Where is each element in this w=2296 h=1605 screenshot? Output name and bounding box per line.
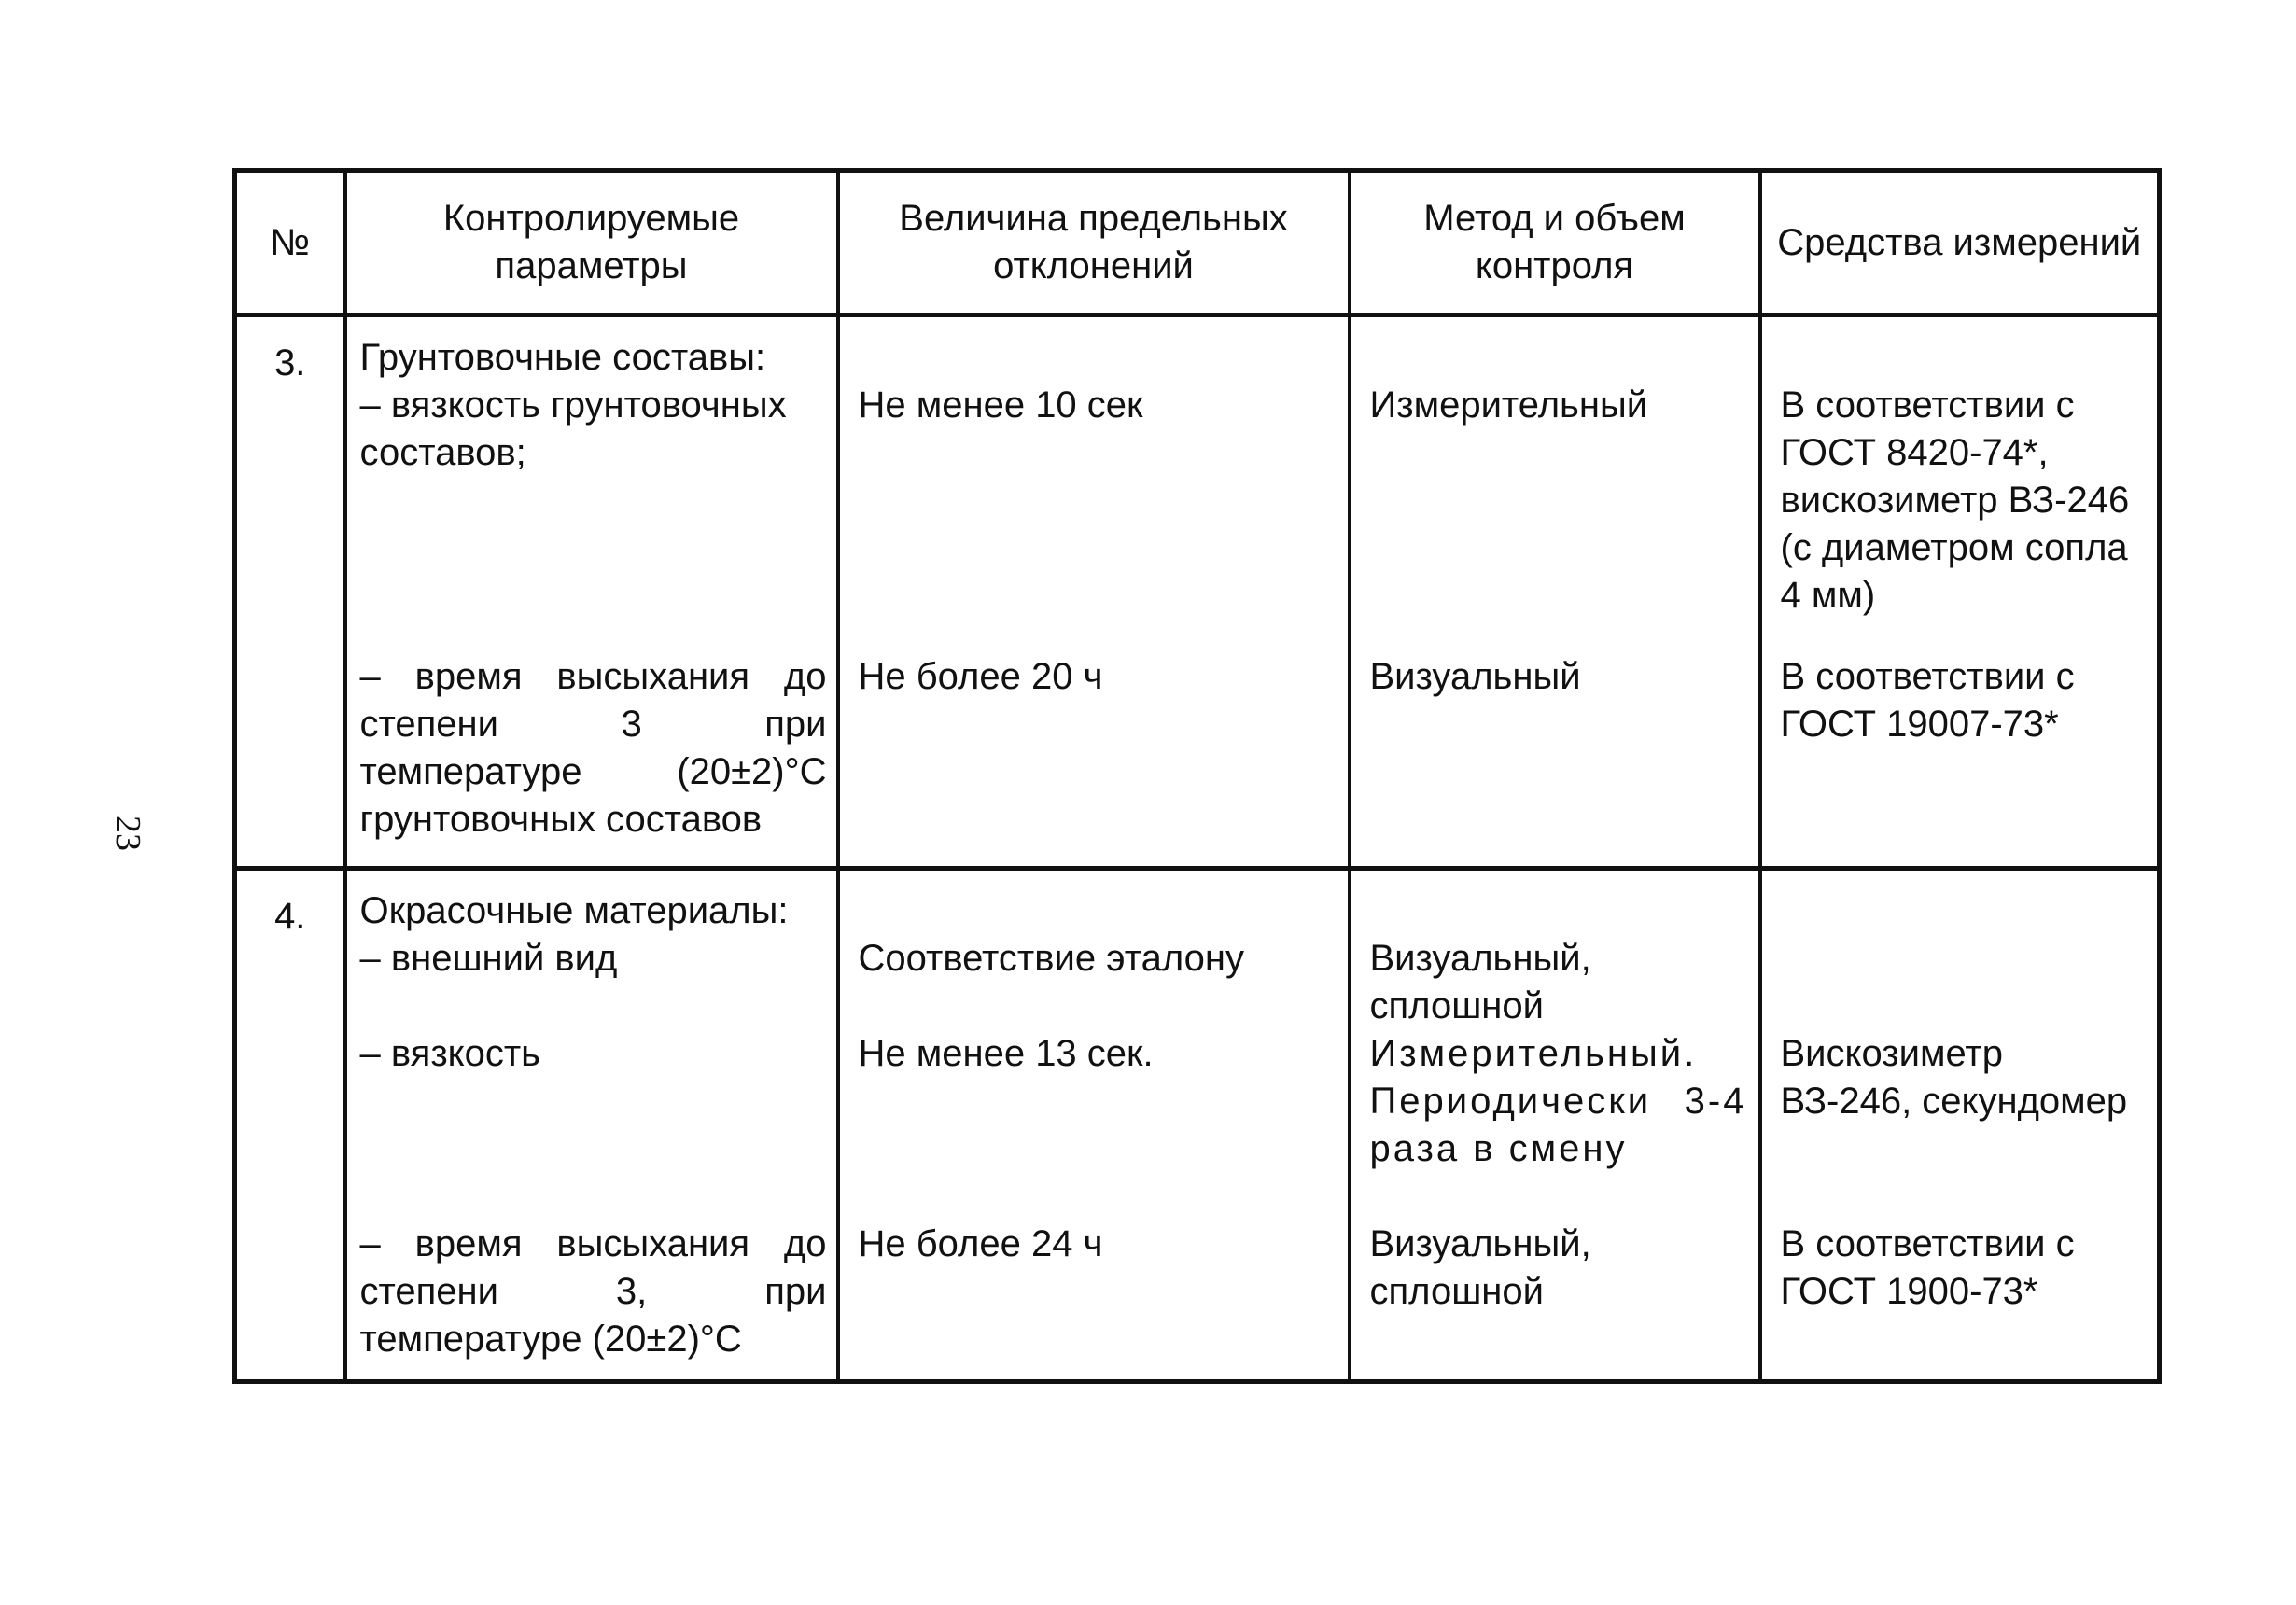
row-number: 3. [235,315,345,869]
deviation-cell: Не менее 13 сек. [838,1030,1350,1221]
method-cell: Визуальный, сплошной [1350,1221,1760,1382]
group-title: Окрасочные материалы: [359,890,789,931]
table-row [235,315,2160,654]
group-title: Грунтовочные составы: [359,337,766,378]
table-header-row [235,171,2160,315]
method-cell: Измерительный. Периодически 3-4 раза в смену [1350,1030,1760,1221]
deviation-cell: Не менее 10 сек [838,315,1350,654]
parameter-cell [345,869,838,1031]
header-tools: Средства измерений [1760,171,2160,315]
tools-cell: В соответствии с ГОСТ 1900-73* [1760,1221,2160,1382]
deviation-cell: Не более 20 ч [838,653,1350,869]
deviation-cell: Соответствие эталону [838,869,1350,1031]
row-number: 4. [235,869,345,1382]
tools-cell [1760,869,2160,1031]
tools-cell: Вискозиметр ВЗ-246, секундомер [1760,1030,2160,1221]
table-row [235,653,2160,869]
method-cell: Визуальный [1350,653,1760,869]
table-row [235,1221,2160,1382]
deviation-cell: Не более 24 ч [838,1221,1350,1382]
parameter-text: – внешний вид [359,938,618,979]
parameter-cell [345,315,838,654]
parameter-cell: – время высыхания до степени 3, при температуре (20±2)°С [345,1221,838,1382]
method-cell: Визуальный, сплошной [1350,869,1760,1031]
method-cell: Измерительный [1350,315,1760,654]
parameter-cell: – время высыхания до степени 3 при температуре (20±2)°С грунтовочных составов [345,653,838,869]
page-number: 23 [108,816,147,851]
table-row [235,1030,2160,1221]
tools-cell: В соответствии с ГОСТ 19007-73* [1760,653,2160,869]
parameter-text: – вязкость грунтовочных составов; [359,384,787,473]
header-deviation: Величина предельных отклонений [838,171,1350,315]
header-number: № [235,171,345,315]
table-row [235,869,2160,1031]
quality-control-table [232,168,2162,1384]
tools-cell: В соответствии с ГОСТ 8420-74*, вискозиметр ВЗ-246 (с диаметром сопла 4 мм) [1760,315,2160,654]
parameter-cell: – вязкость [345,1030,838,1221]
header-method: Метод и объем контроля [1350,171,1760,315]
header-parameters: Контролируемые параметры [345,171,838,315]
